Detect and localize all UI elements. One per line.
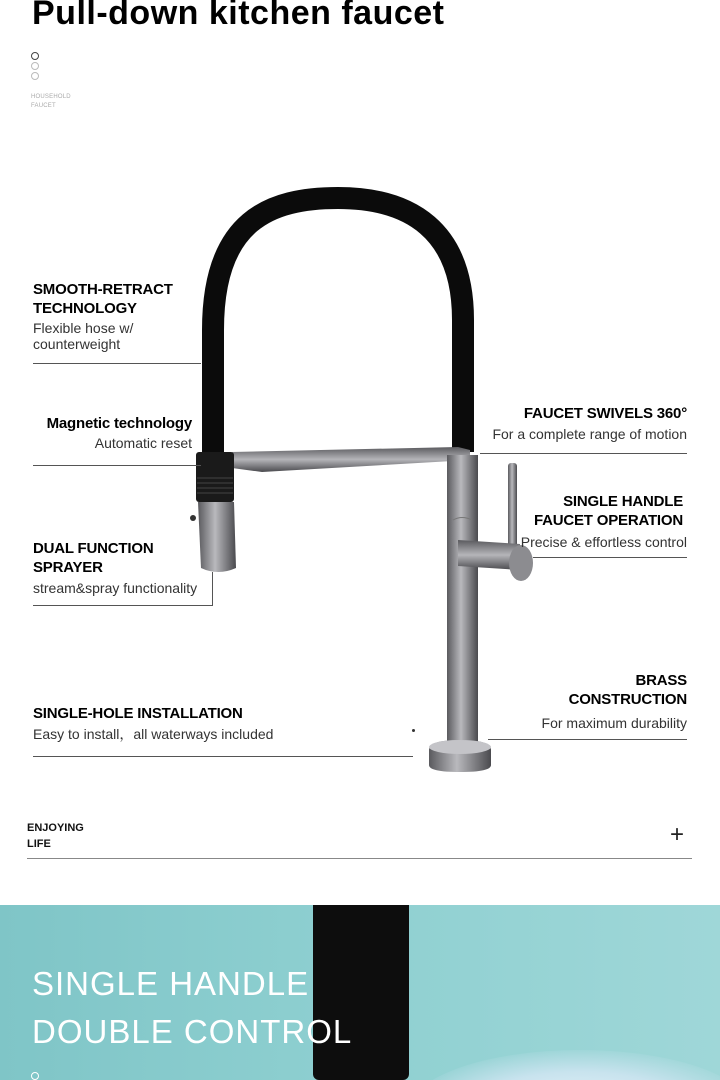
feature-desc-magnetic: Automatic reset: [94, 435, 192, 451]
feature-title-smooth-retract: SMOOTH-RETRACT TECHNOLOGY: [33, 281, 173, 317]
feature-desc-single-handle: Precise & effortless control: [520, 534, 687, 550]
spray-head-collar: [196, 452, 234, 502]
category-tag: FAUCET: [31, 103, 56, 109]
banner-hose-image: [313, 905, 409, 1080]
feature-desc-smooth-retract: counterweight: [33, 336, 121, 352]
callout-line: [33, 465, 201, 466]
category-tag: HOUSEHOLD: [31, 94, 71, 100]
feature-desc-brass: For maximum durability: [541, 715, 687, 731]
feature-desc-single-hole: Easy to install，all waterways included: [33, 726, 274, 742]
callout-line: [480, 453, 687, 454]
divider: [27, 858, 692, 859]
feature-title-swivel: FAUCET SWIVELS 360°: [523, 405, 687, 422]
banner-glow: [410, 1050, 720, 1080]
banner-title: SINGLE HANDLE: [32, 965, 310, 1002]
feature-title-single-handle: SINGLE HANDLE FAUCET OPERATION: [533, 493, 683, 529]
feature-desc-dual-function: stream&spray functionality: [33, 580, 198, 596]
callout-line: [488, 739, 687, 740]
feature-title-magnetic: Magnetic technology: [46, 415, 192, 432]
spray-head: [198, 502, 236, 572]
feature-title-brass: BRASS CONSTRUCTION: [568, 672, 687, 708]
expand-plus-icon[interactable]: +: [670, 821, 685, 848]
callout-line: [533, 557, 687, 558]
section-label: LIFE: [27, 838, 51, 850]
page-title: Pull-down kitchen faucet: [32, 0, 445, 32]
callout-line: [33, 756, 413, 757]
callout-line: [212, 572, 213, 606]
banner-title: DOUBLE CONTROL: [32, 1013, 353, 1050]
callout-line: [33, 605, 213, 606]
feature-title-dual-function: DUAL FUNCTION SPRAYER: [33, 540, 154, 576]
callout-dot: [412, 729, 415, 732]
callout-line: [33, 363, 201, 364]
feature-title-single-hole: SINGLE-HOLE INSTALLATION: [33, 705, 243, 722]
spout-arm: [232, 447, 470, 472]
banner-pagination-dot[interactable]: [31, 1072, 39, 1080]
promo-banner: [0, 905, 720, 1080]
hose: [213, 198, 463, 462]
feature-desc-smooth-retract: Flexible hose w/: [33, 320, 134, 336]
section-label: ENJOYING: [27, 822, 84, 834]
feature-desc-swivel: For a complete range of motion: [492, 426, 687, 442]
